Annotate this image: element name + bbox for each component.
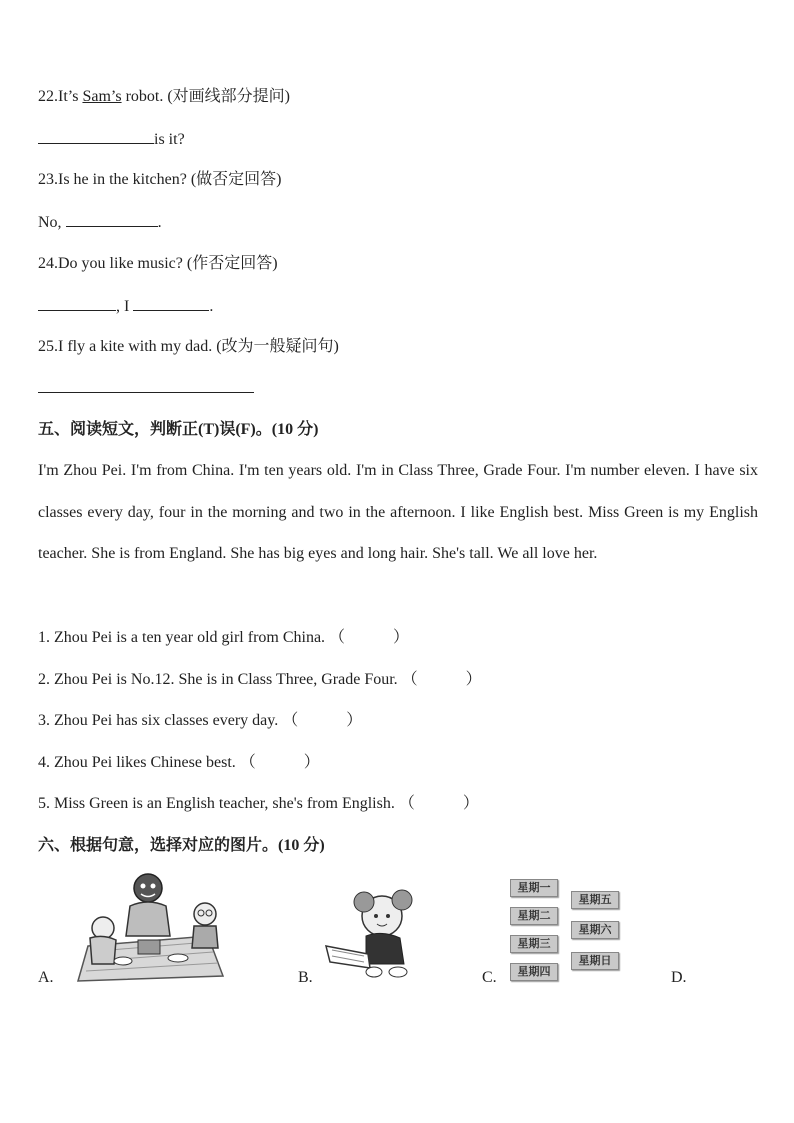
question-24: 24.Do you like music? (作否定回答) [38, 255, 278, 272]
option-b-label: B. [298, 969, 313, 986]
option-a-label: A. [38, 969, 54, 986]
tf-item-5: 5. Miss Green is an English teacher, she's from English. （ ） [38, 795, 479, 812]
q22-underlined: Sam’s [82, 88, 122, 105]
option-d-label: D. [671, 969, 687, 986]
answer-blank[interactable] [133, 296, 209, 311]
weekday-card: 星期四 [510, 963, 558, 981]
question-25: 25.I fly a kite with my dad. (改为一般疑问句) [38, 338, 339, 355]
tf-item-1: 1. Zhou Pei is a ten year old girl from China. （ ） [38, 629, 410, 646]
tf-item-3: 3. Zhou Pei has six classes every day. （ ） [38, 712, 363, 729]
q24-answer-line [38, 296, 213, 317]
section-6-heading: 六、根据句意，选择对应的图片。(10 分) [38, 837, 325, 854]
reading-passage: I'm Zhou Pei. I'm from China. I'm ten years old. I'm in Class Three, Grade Four. I'm number eleven. I have six classes every day, four in the morning and two in the afternoon. I like English best. Miss Green is my English teacher. She is from England. She has big eyes and long hair. She's tall. We all love her. [38, 462, 758, 562]
q23-answer-pre: No, [38, 214, 66, 231]
q22-number: 22. [38, 88, 58, 105]
weekday-card: 星期二 [510, 907, 558, 925]
q23-answer-line [38, 212, 162, 233]
q25-answer-line [38, 378, 254, 399]
q22-answer-tail: is it? [154, 131, 185, 148]
q22-post: robot. (对画线部分提问) [121, 88, 291, 105]
weekday-card: 星期日 [571, 952, 619, 970]
q22-pre: It’s [58, 88, 83, 105]
q23-answer-post: . [157, 214, 162, 231]
q22-answer-line [38, 129, 185, 150]
answer-blank[interactable] [38, 296, 116, 311]
q24-answer-post: . [209, 298, 214, 315]
option-c-label: C. [482, 969, 497, 986]
question-22 [38, 87, 290, 107]
tf-item-4: 4. Zhou Pei likes Chinese best. （ ） [38, 754, 320, 771]
picnic-picture [68, 866, 228, 984]
answer-blank[interactable] [66, 212, 158, 227]
girl-reading-picture [322, 884, 428, 982]
weekday-card: 星期一 [510, 879, 558, 897]
answer-blank[interactable] [38, 378, 254, 393]
q24-answer-mid: , I [116, 298, 134, 315]
tf-item-2: 2. Zhou Pei is No.12. She is in Class Three, Grade Four. （ ） [38, 671, 482, 688]
section-5-heading: 五、阅读短文，判断正(T)误(F)。(10 分) [38, 421, 319, 438]
weekday-card: 星期六 [571, 921, 619, 939]
question-23: 23.Is he in the kitchen? (做否定回答) [38, 171, 282, 188]
weekday-card: 星期三 [510, 935, 558, 953]
weekday-card: 星期五 [571, 891, 619, 909]
answer-blank[interactable] [38, 129, 154, 144]
